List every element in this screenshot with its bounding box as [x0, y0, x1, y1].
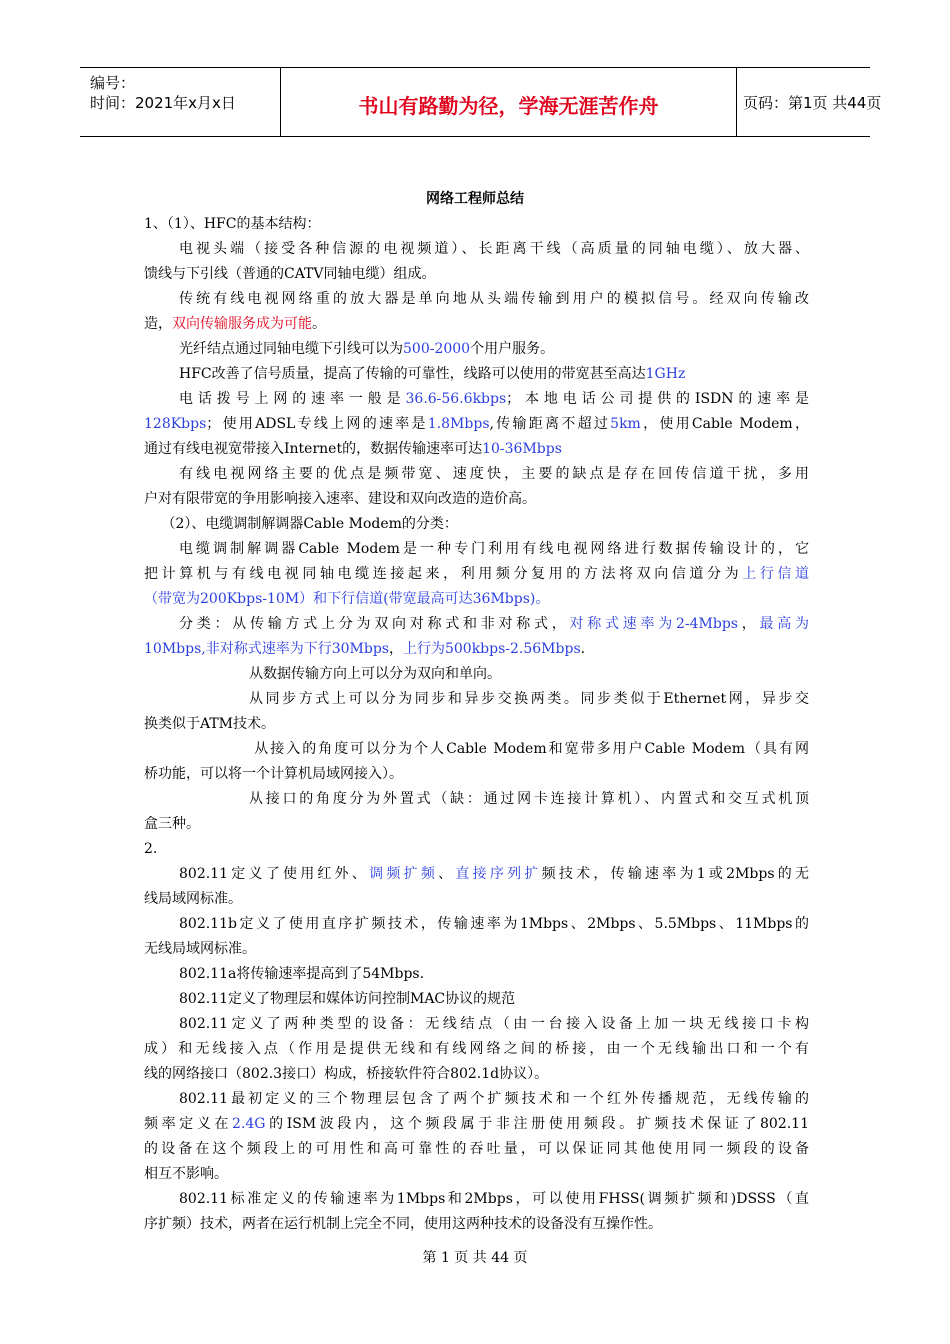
text-segment: 分类：从传输方式上分为双向对称式和非对称式， — [179, 616, 570, 632]
text-line — [144, 312, 809, 337]
text-segment: 桥功能，可以将一个计算机局域网接入）。 — [144, 766, 403, 782]
highlighted-text: 调频扩频 — [369, 866, 439, 882]
text-line — [144, 362, 809, 387]
highlighted-text: 36.6-56.6kbps — [405, 391, 507, 407]
text-segment: 的ISM波段内，这个频段属于非注册使用频段。扩频技术保证了802.11 — [265, 1116, 809, 1132]
text-line — [144, 687, 809, 712]
text-line — [144, 737, 809, 762]
text-line — [144, 1187, 809, 1212]
text-segment: ，使用Cable Modem， — [640, 416, 809, 432]
text-line — [144, 462, 809, 487]
highlighted-text: 10-36Mbps — [482, 441, 562, 457]
text-segment: 从同步方式上可以分为同步和异步交换两类。同步类似于Ethernet网，异步交 — [249, 691, 809, 707]
text-line — [144, 912, 809, 937]
text-line — [144, 937, 809, 962]
text-segment: ；本地电话公司提供的ISDN的速率是 — [506, 391, 809, 407]
text-segment: 电缆调制解调器Cable Modem是一种专门利用有线电视网络进行数据传输设计的，它 — [179, 541, 809, 557]
highlighted-text: 10Mbps,非对称式速率为下行30Mbps — [144, 641, 389, 657]
text-segment: 802.11a将传输速率提高到了54Mbps. — [179, 966, 425, 982]
text-segment: 的设备在这个频段上的可用性和高可靠性的吞吐量，可以保证同其他使用同一频段的设备 — [144, 1141, 809, 1157]
document-number: 编号： — [90, 74, 136, 92]
text-segment: ；使用ADSL专线上网的速率是 — [206, 416, 428, 432]
text-segment: 频率定义在 — [144, 1116, 233, 1132]
highlighted-text: 上行为500kbps-2.56Mbps — [402, 641, 581, 657]
text-line — [144, 412, 809, 437]
text-line — [144, 712, 809, 737]
text-segment: 线局域网标准。 — [144, 891, 242, 907]
text-line — [144, 887, 809, 912]
document-date: 时间：2021年x月x日 — [90, 94, 236, 112]
highlighted-text: 500-2000 — [403, 341, 471, 357]
text-segment: 户对有限带宽的争用影响接入速率、建设和双向改造的造价高。 — [144, 491, 536, 507]
text-segment: 1、（1）、HFC的基本结构： — [144, 216, 321, 232]
text-line — [144, 787, 809, 812]
page-header — [80, 67, 882, 137]
text-segment: 。 — [312, 316, 326, 332]
text-line — [144, 987, 809, 1012]
text-line — [144, 587, 809, 612]
text-line — [144, 637, 809, 662]
header-info-cell — [80, 68, 280, 136]
text-line — [144, 1087, 809, 1112]
motto: 书山有路勤为径，学海无涯苦作舟 — [358, 94, 659, 118]
text-segment: 光纤结点通过同轴电缆下引线可以为 — [179, 341, 403, 357]
text-segment: 造， — [144, 316, 172, 332]
document-title: 网络工程师总结 — [426, 191, 524, 207]
highlighted-text: 上行信道 — [742, 566, 810, 582]
text-line — [144, 512, 809, 537]
page-footer: 第 1 页 共 44 页 — [422, 1250, 528, 1266]
text-segment: 802.11定义了物理层和媒体访问控制MAC协议的规范 — [179, 991, 516, 1007]
text-segment: 个用户服务。 — [470, 341, 555, 357]
text-line — [144, 1162, 809, 1187]
text-line — [144, 437, 809, 462]
text-segment: 电话拨号上网的速率一般是 — [179, 391, 406, 407]
highlighted-text: 2.4G — [232, 1116, 266, 1132]
highlighted-text: 对称式速率为2-4Mbps — [569, 616, 738, 632]
text-line — [144, 962, 809, 987]
text-line — [144, 1112, 809, 1137]
text-line — [144, 262, 809, 287]
text-segment: 盒三种。 — [144, 816, 200, 832]
text-segment: . — [580, 641, 586, 657]
text-line — [144, 237, 809, 262]
text-line — [144, 212, 809, 237]
highlighted-text: 1.8Mbps — [427, 416, 490, 432]
text-line — [144, 762, 809, 787]
highlighted-text: 128Kbps — [144, 416, 207, 432]
text-segment: 线的网络接口（802.3接口）构成，桥接软件符合802.1d协议）。 — [144, 1066, 549, 1082]
page-info: 页码：第1页 共44页 — [743, 94, 882, 112]
highlighted-text: 双向传输服务成为可能 — [172, 316, 312, 332]
highlighted-text: 直接序列扩 — [455, 866, 542, 882]
text-segment: 频技术，传输速率为1或2Mbps的无 — [541, 866, 810, 882]
text-segment: （2）、电缆调制解调器Cable Modem的分类： — [161, 516, 458, 532]
text-line — [144, 812, 809, 837]
text-segment: ， — [388, 641, 403, 657]
text-segment: 无线局域网标准。 — [144, 941, 256, 957]
text-line — [144, 287, 809, 312]
text-line — [144, 662, 809, 687]
text-segment: 802.11b定义了使用直序扩频技术，传输速率为1Mbps、2Mbps、5.5Mbps、11Mbps的 — [179, 916, 809, 932]
highlighted-text: 5km — [610, 416, 641, 432]
highlighted-text: （带宽为200Kbps-10M）和下行信道(带宽最高可达36Mbps)。 — [144, 591, 550, 607]
text-segment: 有线电视网络主要的优点是频带宽、速度快，主要的缺点是存在回传信道干扰，多用 — [179, 466, 809, 482]
text-segment: 把计算机与有线电视同轴电缆连接起来，利用频分复用的方法将双向信道分为 — [144, 566, 743, 582]
text-segment: ， — [738, 616, 760, 632]
header-motto-cell — [280, 68, 737, 136]
text-segment: ,传输距离不超过 — [489, 416, 611, 432]
text-line — [144, 1137, 809, 1162]
text-segment: 换类似于ATM技术。 — [144, 716, 276, 732]
text-line — [144, 612, 809, 637]
text-line — [144, 537, 809, 562]
text-segment: 802.11定义了使用红外、 — [179, 866, 370, 882]
text-line — [144, 1012, 809, 1037]
text-segment: 802.11定义了两种类型的设备：无线结点（由一台接入设备上加一块无线接口卡构 — [179, 1016, 809, 1032]
highlighted-text: 1GHz — [645, 366, 686, 382]
text-line — [144, 562, 809, 587]
header-page-cell — [735, 68, 882, 136]
text-segment: 802.11最初定义的三个物理层包含了两个扩频技术和一个红外传播规范，无线传输的 — [179, 1091, 809, 1107]
document-body — [144, 212, 809, 1237]
text-line — [144, 337, 809, 362]
text-segment: 成）和无线接入点（作用是提供无线和有线网络之间的桥接，由一个无线输出口和一个有 — [144, 1041, 809, 1057]
text-segment: 802.11标准定义的传输速率为1Mbps和2Mbps，可以使用FHSS(调频扩频和)DSSS（直 — [179, 1191, 809, 1207]
text-line — [144, 862, 809, 887]
text-line — [144, 1037, 809, 1062]
text-segment: 从接入的角度可以分为个人Cable Modem和宽带多用户Cable Modem（具有网 — [254, 741, 809, 757]
text-segment: 通过有线电视宽带接入Internet的，数据传输速率可达 — [144, 441, 483, 457]
text-segment: 电视头端（接受各种信源的电视频道）、长距离干线（高质量的同轴电缆）、放大器、 — [179, 241, 809, 257]
text-line — [144, 387, 809, 412]
highlighted-text: 最高为 — [759, 616, 809, 632]
text-segment: 2. — [144, 841, 158, 857]
text-segment: 相互不影响。 — [144, 1166, 228, 1182]
text-segment: 传统有线电视网络重的放大器是单向地从头端传输到用户的模拟信号。经双向传输改 — [179, 291, 809, 307]
text-segment: HFC改善了信号质量，提高了传输的可靠性，线路可以使用的带宽甚至高达 — [179, 366, 646, 382]
text-segment: 从接口的角度分为外置式（缺：通过网卡连接计算机）、内置式和交互式机顶 — [249, 791, 809, 807]
text-line — [144, 1212, 809, 1237]
text-line — [144, 1062, 809, 1087]
text-segment: 从数据传输方向上可以分为双向和单向。 — [249, 666, 501, 682]
text-segment: 序扩频）技术，两者在运行机制上完全不同，使用这两种技术的设备没有互操作性。 — [144, 1216, 662, 1232]
text-line — [144, 487, 809, 512]
text-segment: 、 — [438, 866, 456, 882]
text-segment: 馈线与下引线（普通的CATV同轴电缆）组成。 — [144, 266, 436, 282]
text-line — [144, 837, 809, 862]
